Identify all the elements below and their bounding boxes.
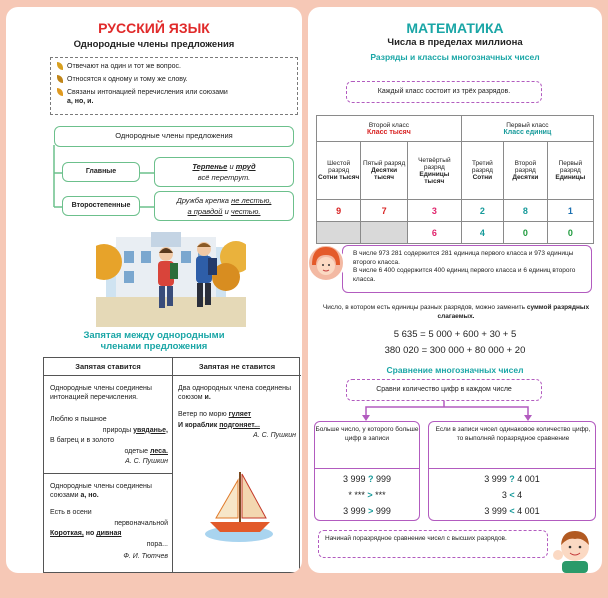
fact-item: Отвечают на один и тот же вопрос. [57,62,291,71]
sum-rule: Число, в котором есть единицы разных разрядов, можно заменить суммой разрядных слагаемых. [322,304,590,320]
class-note: Каждый класс состоит из трёх разрядов. [346,81,542,103]
digit-cell [317,222,361,244]
math-title: МАТЕМАТИКА [406,20,504,36]
leaf-icon [57,75,63,83]
compare-row: 3 < 4 [501,490,523,500]
fact-item: Относятся к одному и тому же слову. [57,75,291,84]
equation-1: 5 635 = 5 000 + 600 + 30 + 5 [393,329,517,340]
compare-left-box [314,421,420,521]
compare-row: 3 999 < 4 001 [484,506,540,516]
digit-cell: 0 [547,222,593,244]
class-info-box: В числе 973 281 содержится 281 единица первого класса и 973 единицы второго класса. В числе 6 400 содержится 400 единиц первого класса и 6 единиц второго класса. [342,245,592,293]
comma-section-title: Запятая между однородными членами предложения [83,330,225,352]
ranks-table [316,115,594,244]
secondary-members-example: Дружба крепка не лестью, а правдой и честью. [154,191,294,221]
col-comma-not-used: Запятая не ставится [198,362,276,371]
digit-cell: 4 [461,222,503,244]
girl-avatar-icon [308,243,346,283]
math-panel [308,7,602,573]
digit-cell: 2 [461,200,503,222]
rank-3: Третий разряд Сотни [461,142,503,200]
secondary-members-label: Второстепенные [62,196,140,216]
leaf-icon [57,88,63,96]
poem-pushkin-2: Ветер по морю гуляет И кораблик подгоняет... А. С. Пушкин [178,411,296,439]
leaf-icon [57,62,63,70]
no-comma-rule: Два однородных члена соединены союзом и. [178,385,292,401]
compare-right-box [428,421,596,521]
comma-rule-1: Однородные члены соединены интонацией перечисления. [50,385,152,401]
final-note: Начинай поразрядное сравнение чисел с высших разрядов. [318,530,548,558]
class-units-header: Первый класс Класс единиц [461,116,593,142]
diagram-root: Однородные члены предложения [54,126,294,147]
col-comma-used: Запятая ставится [75,362,141,371]
class-thousands-header: Второй класс Класс тысяч [317,116,462,142]
math-subtitle: Числа в пределах миллиона [387,37,523,48]
compare-note: Сравни количество цифр в каждом числе [346,379,542,401]
digit-cell [361,222,408,244]
compare-arrows [308,401,602,423]
ranks-section-title: Разряды и классы многозначных чисел [370,52,540,62]
digit-cell: 3 [407,200,461,222]
main-members-label: Главные [62,162,140,182]
russian-title: РУССКИЙ ЯЗЫК [98,20,210,36]
equation-2: 380 020 = 300 000 + 80 000 + 20 [384,345,526,356]
digit-cell: 9 [317,200,361,222]
digit-cell: 7 [361,200,408,222]
rank-6: Шестой разряд Сотни тысяч [317,142,361,200]
russian-subtitle: Однородные члены предложения [73,39,235,50]
rank-5: Пятый разряд Десятки тысяч [361,142,408,200]
main-members-example: Терпенье и труд всё перетрут. [154,157,294,187]
comma-rule-2: Однородные члены соединены союзами а, но. [50,483,152,499]
fact-item: Связаны интонацией перечисления или союзами а, но, и. [57,88,291,106]
rank-2: Второй разряд Десятки [503,142,547,200]
school-children-illustration [96,227,246,327]
facts-box [50,57,298,115]
digit-cell: 8 [503,200,547,222]
digit-cell: 1 [547,200,593,222]
russian-panel [6,7,302,573]
poem-tyutchev: Есть в осени первоначальной Короткая, но дивная пора... Ф. И. Тютчев [50,509,168,560]
digit-cell: 6 [407,222,461,244]
rank-4: Четвёртый разряд Единицы тысяч [407,142,461,200]
poem-pushkin-1: Люблю я пышное природы увяданье, В багрец и в золото одетые леса. А. С. Пушкин [50,416,168,465]
compare-right-rule: Если в записи чисел одинаковое количество цифр, то выполняй поразрядное сравнение [435,426,591,442]
rank-1: Первый разряд Единицы [547,142,593,200]
compare-row: 3 999 ? 999 [342,474,392,484]
compare-row: 3 999 ? 4 001 [484,474,540,484]
compare-row: 3 999 > 999 [343,506,391,516]
comma-table [43,357,300,573]
compare-row: * *** > *** [348,490,386,500]
sailboat-illustration [204,468,274,543]
compare-section-title: Сравнение многозначных чисел [386,365,524,375]
compare-left-rule: Больше число, у которого больше цифр в записи [315,426,419,442]
digit-cell: 0 [503,222,547,244]
boy-avatar-icon [550,525,600,573]
